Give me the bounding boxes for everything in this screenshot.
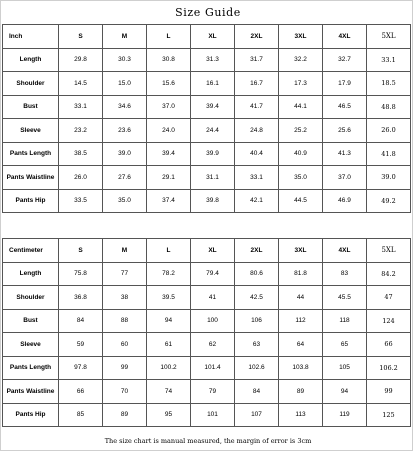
measurement-value: 89 [103,403,147,427]
measurement-value: 35.0 [103,189,147,213]
measurement-value: 33.5 [59,189,103,213]
measurement-value: 34.6 [103,95,147,119]
measurement-value: 30.3 [103,48,147,72]
measurement-value: 46.9 [323,189,367,213]
measurement-value: 24.0 [147,119,191,143]
size-header-cell: 4XL [323,239,367,263]
measurement-value: 27.6 [103,166,147,190]
measurement-value: 100 [191,309,235,333]
measurement-value: 36.8 [59,286,103,310]
measurement-value: 23.6 [103,119,147,143]
measurement-value: 35.0 [279,166,323,190]
measurement-value: 48.8 [367,95,411,119]
measurement-value: 31.3 [191,48,235,72]
measurement-label: Sleeve [3,333,59,357]
measurement-value: 63 [235,333,279,357]
measurement-value: 81.8 [279,262,323,286]
measurement-label: Pants Waistline [3,380,59,404]
measurement-value: 29.1 [147,166,191,190]
table-row [3,262,411,286]
measurement-value: 33.1 [235,166,279,190]
size-header-cell: 2XL [235,25,279,49]
measurement-value: 39.4 [147,142,191,166]
measurement-value: 39.0 [367,166,411,190]
measurement-value: 25.6 [323,119,367,143]
measurement-value: 118 [323,309,367,333]
table-row [3,403,411,427]
measurement-value: 25.2 [279,119,323,143]
measurement-value: 15.0 [103,72,147,96]
measurement-value: 89 [279,380,323,404]
measurement-value: 32.2 [279,48,323,72]
measurement-value: 65 [323,333,367,357]
measurement-value: 45.5 [323,286,367,310]
measurement-value: 47 [367,286,411,310]
measurement-value: 14.5 [59,72,103,96]
measurement-value: 32.7 [323,48,367,72]
measurement-label: Pants Length [3,142,59,166]
measurement-value: 80.6 [235,262,279,286]
measurement-value: 40.4 [235,142,279,166]
measurement-value: 37.0 [323,166,367,190]
measurement-value: 106.2 [367,356,411,380]
measurement-value: 83 [323,262,367,286]
measurement-value: 62 [191,333,235,357]
measurement-label: Length [3,262,59,286]
size-header-cell: 5XL [367,239,411,263]
measurement-value: 39.5 [147,286,191,310]
measurement-value: 42.1 [235,189,279,213]
measurement-label: Bust [3,95,59,119]
table-header-row [3,25,411,49]
measurement-label: Length [3,48,59,72]
measurement-value: 24.4 [191,119,235,143]
measurement-value: 78.2 [147,262,191,286]
size-header-cell: XL [191,239,235,263]
measurement-value: 42.5 [235,286,279,310]
measurement-value: 24.8 [235,119,279,143]
measurement-value: 77 [103,262,147,286]
measurement-value: 39.8 [191,189,235,213]
measurement-value: 75.8 [59,262,103,286]
size-header-cell: 3XL [279,25,323,49]
measurement-value: 113 [279,403,323,427]
table-row [3,189,411,213]
size-header-cell: M [103,25,147,49]
size-header-cell: 3XL [279,239,323,263]
measurement-footnote: The size chart is manual measured, the margin of error is 3cm [104,437,312,445]
measurement-value: 100.2 [147,356,191,380]
measurement-value: 112 [279,309,323,333]
measurement-label: Pants Waistline [3,166,59,190]
measurement-value: 79 [191,380,235,404]
measurement-value: 15.6 [147,72,191,96]
measurement-value: 125 [367,403,411,427]
table-header-row [3,239,411,263]
measurement-value: 94 [323,380,367,404]
measurement-value: 33.1 [367,48,411,72]
measurement-value: 94 [147,309,191,333]
inch-size-table [2,24,411,213]
measurement-value: 66 [367,333,411,357]
measurement-value: 41.3 [323,142,367,166]
measurement-value: 38 [103,286,147,310]
measurement-value: 105 [323,356,367,380]
measurement-value: 97.8 [59,356,103,380]
measurement-value: 84 [59,309,103,333]
size-header-cell: 5XL [367,25,411,49]
measurement-value: 16.1 [191,72,235,96]
table-row [3,95,411,119]
measurement-value: 84.2 [367,262,411,286]
measurement-value: 102.6 [235,356,279,380]
measurement-value: 107 [235,403,279,427]
measurement-value: 30.8 [147,48,191,72]
measurement-value: 33.1 [59,95,103,119]
measurement-value: 31.1 [191,166,235,190]
measurement-value: 41.8 [367,142,411,166]
measurement-value: 119 [323,403,367,427]
measurement-label: Sleeve [3,119,59,143]
size-header-cell: L [147,239,191,263]
measurement-value: 17.3 [279,72,323,96]
measurement-value: 61 [147,333,191,357]
measurement-value: 17.9 [323,72,367,96]
measurement-value: 18.5 [367,72,411,96]
table-row [3,333,411,357]
measurement-label: Pants Hip [3,403,59,427]
measurement-value: 44.1 [279,95,323,119]
measurement-value: 99 [103,356,147,380]
measurement-value: 66 [59,380,103,404]
measurement-value: 39.0 [103,142,147,166]
table-row [3,286,411,310]
measurement-label: Pants Hip [3,189,59,213]
measurement-value: 26.0 [59,166,103,190]
size-header-cell: 4XL [323,25,367,49]
unit-header-cell: Centimeter [3,239,59,263]
table-row [3,48,411,72]
measurement-value: 38.5 [59,142,103,166]
measurement-value: 39.9 [191,142,235,166]
page-title: Size Guide [175,6,241,19]
measurement-label: Shoulder [3,72,59,96]
table-row [3,166,411,190]
measurement-value: 64 [279,333,323,357]
measurement-value: 85 [59,403,103,427]
measurement-label: Bust [3,309,59,333]
measurement-value: 41.7 [235,95,279,119]
table-row [3,119,411,143]
measurement-value: 23.2 [59,119,103,143]
table-row [3,356,411,380]
measurement-value: 101.4 [191,356,235,380]
measurement-label: Shoulder [3,286,59,310]
centimeter-size-table [2,238,411,427]
measurement-value: 41 [191,286,235,310]
size-header-cell: S [59,239,103,263]
unit-header-cell: Inch [3,25,59,49]
size-header-cell: M [103,239,147,263]
measurement-value: 49.2 [367,189,411,213]
table-row [3,142,411,166]
measurement-value: 16.7 [235,72,279,96]
measurement-value: 46.5 [323,95,367,119]
measurement-value: 31.7 [235,48,279,72]
measurement-value: 79.4 [191,262,235,286]
measurement-value: 88 [103,309,147,333]
measurement-value: 59 [59,333,103,357]
measurement-value: 40.9 [279,142,323,166]
table-row [3,380,411,404]
size-header-cell: S [59,25,103,49]
measurement-value: 103.8 [279,356,323,380]
measurement-value: 74 [147,380,191,404]
table-row [3,309,411,333]
measurement-value: 124 [367,309,411,333]
measurement-value: 106 [235,309,279,333]
table-row [3,72,411,96]
measurement-value: 26.0 [367,119,411,143]
measurement-value: 99 [367,380,411,404]
measurement-value: 60 [103,333,147,357]
measurement-value: 37.0 [147,95,191,119]
measurement-value: 95 [147,403,191,427]
measurement-value: 37.4 [147,189,191,213]
size-header-cell: L [147,25,191,49]
measurement-value: 29.8 [59,48,103,72]
size-header-cell: XL [191,25,235,49]
measurement-value: 39.4 [191,95,235,119]
measurement-value: 44 [279,286,323,310]
size-header-cell: 2XL [235,239,279,263]
measurement-label: Pants Length [3,356,59,380]
measurement-value: 101 [191,403,235,427]
measurement-value: 44.5 [279,189,323,213]
measurement-value: 70 [103,380,147,404]
measurement-value: 84 [235,380,279,404]
